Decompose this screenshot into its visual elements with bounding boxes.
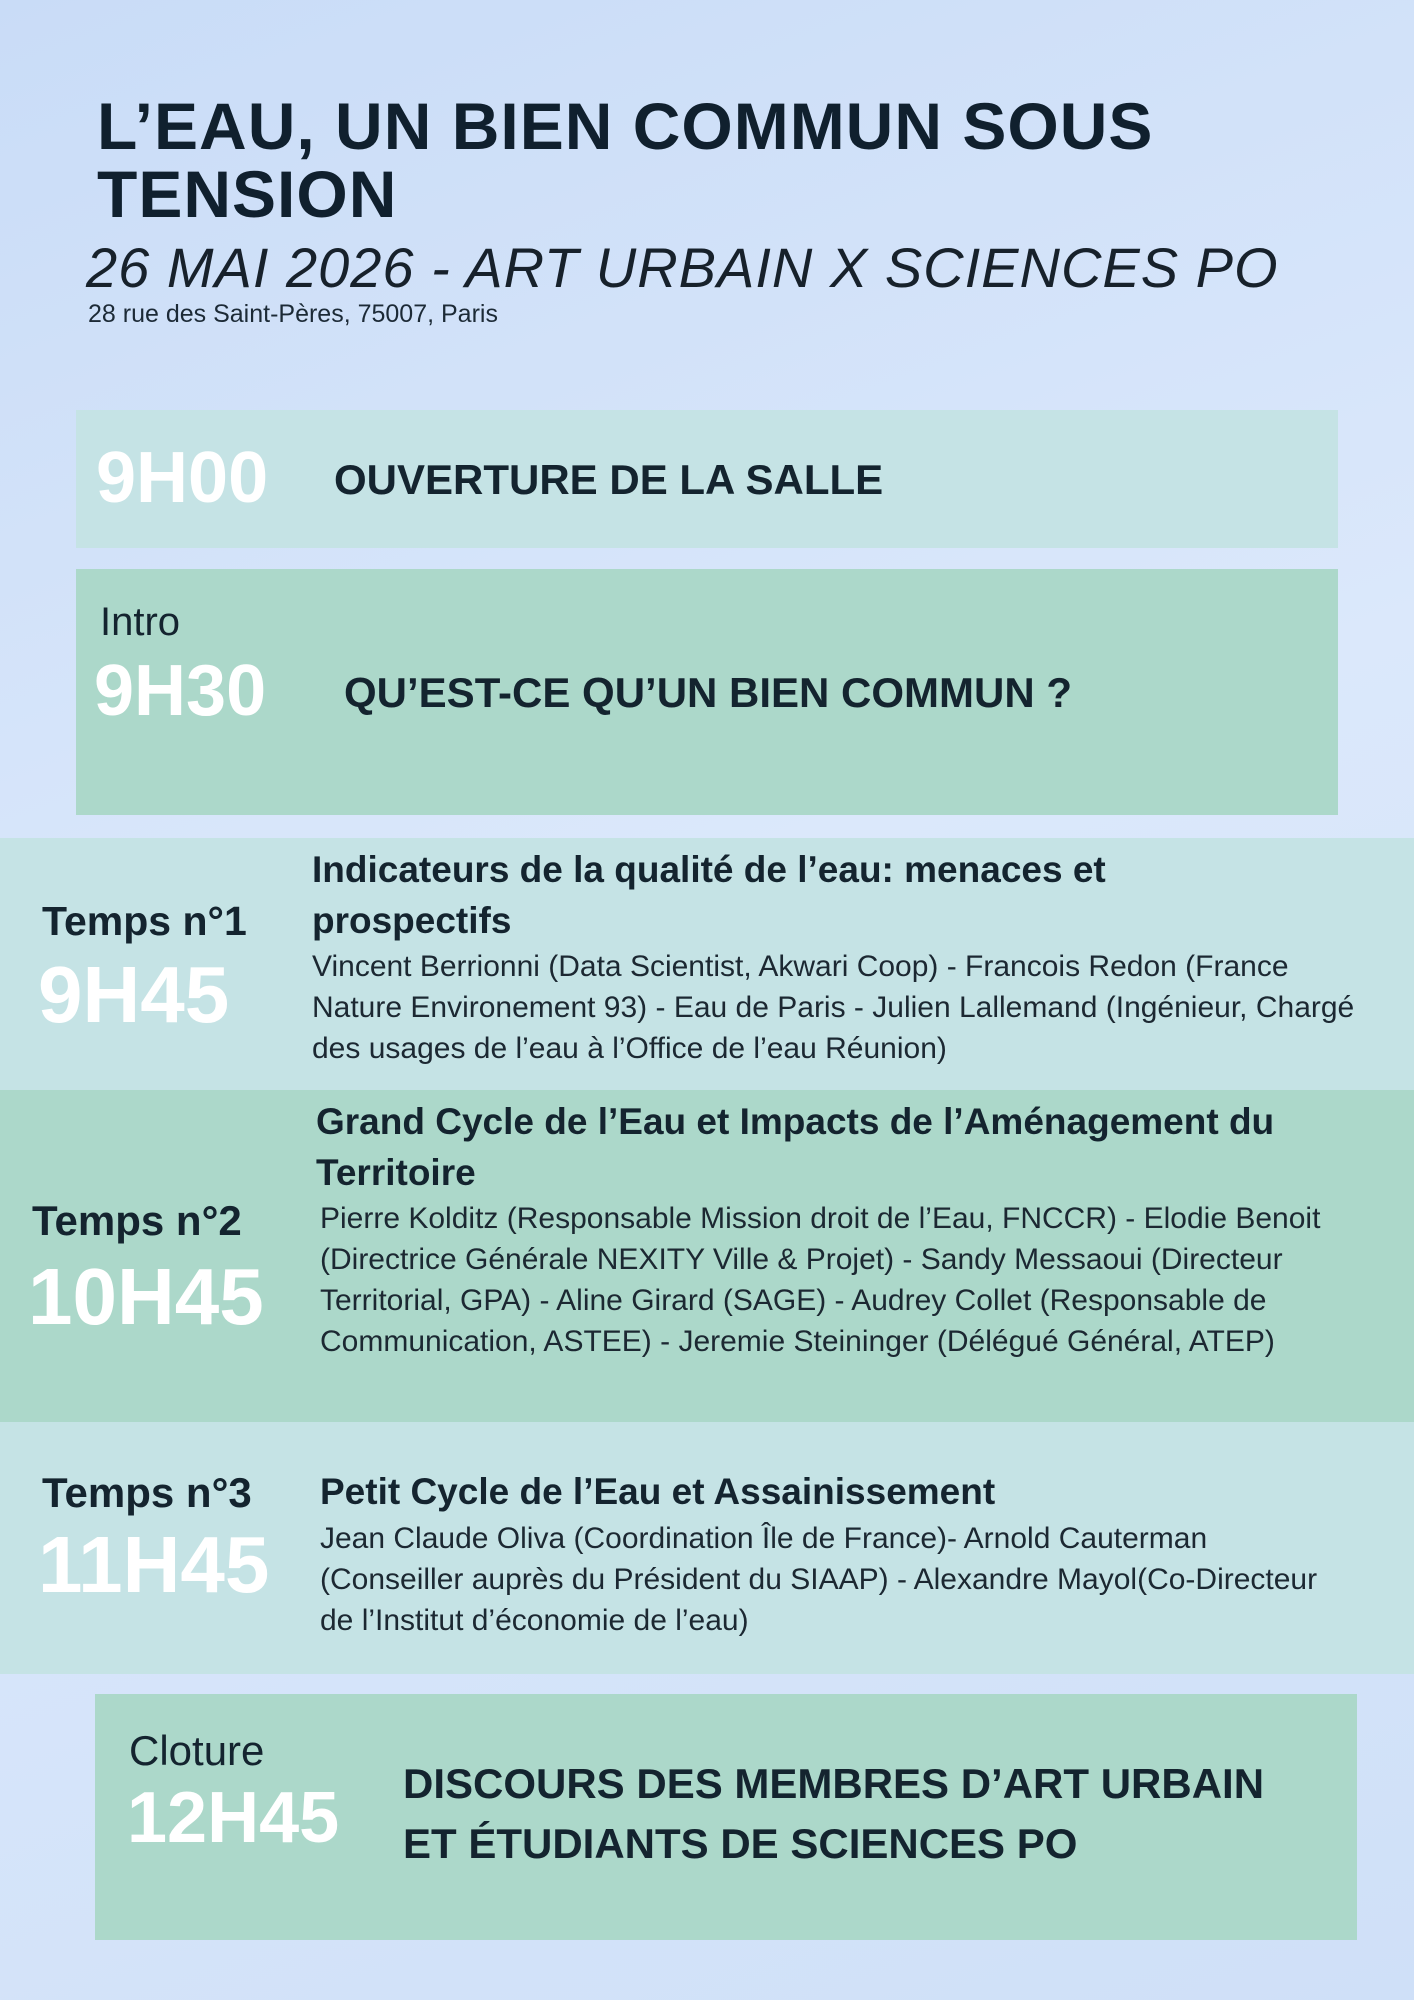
session-closing <box>95 1694 1357 1940</box>
session-title: Grand Cycle de l’Eau et Impacts de l’Aménagement du Territoire <box>316 1101 1275 1193</box>
session-time: 12H45 <box>127 1778 340 1858</box>
session-temps-2 <box>0 1090 1414 1422</box>
session-title: Indicateurs de la qualité de l’eau: menaces et prospectifs <box>312 849 1106 941</box>
page-title: L’EAU, UN BIEN COMMUN SOUS TENSION <box>97 89 1154 231</box>
session-intro <box>76 569 1338 815</box>
session-time: 9H45 <box>38 950 230 1039</box>
session-speakers: Pierre Kolditz (Responsable Mission droit de l’Eau, FNCCR) - Elodie Benoit (Directrice Générale NEXITY Ville & Projet) - Sandy Messaoui (Directeur Territorial, GPA) - Aline Girard (SAGE) - Audrey Collet (Responsable de Communication, ASTEE) - Jeremie Steininger (Délégué Général, ATEP) <box>320 1202 1321 1358</box>
session-opening <box>76 410 1338 548</box>
session-title: OUVERTURE DE LA SALLE <box>334 456 884 503</box>
session-temps-1 <box>0 838 1414 1090</box>
event-date-subtitle: 26 MAI 2026 - ART URBAIN X SCIENCES PO <box>86 236 1279 299</box>
event-address: 28 rue des Saint-Pères, 75007, Paris <box>88 300 498 328</box>
session-time: 9H30 <box>94 651 267 731</box>
session-time: 10H45 <box>28 1252 264 1341</box>
session-label: Temps n°1 <box>42 898 247 944</box>
session-speakers: Vincent Berrionni (Data Scientist, Akwari Coop) - Francois Redon (France Nature Environement 93) - Eau de Paris - Julien Lallemand (Ingénieur, Chargé des usages de l’eau à l’Office de l’eau Réunion) <box>312 950 1355 1065</box>
session-time: 11H45 <box>38 1520 270 1609</box>
session-label: Intro <box>100 600 181 644</box>
session-temps-3 <box>0 1422 1414 1674</box>
session-title: Petit Cycle de l’Eau et Assainissement <box>320 1471 996 1512</box>
session-title: QU’EST-CE QU’UN BIEN COMMUN ? <box>344 669 1073 716</box>
session-label: Temps n°3 <box>42 1469 252 1516</box>
session-label: Cloture <box>129 1727 265 1774</box>
session-speakers: Jean Claude Oliva (Coordination Île de France)- Arnold Cauterman (Conseiller auprès du Président du SIAAP) - Alexandre Mayol(Co-Directeur de l’Institut d’économie de l’eau) <box>320 1522 1318 1637</box>
session-time: 9H00 <box>96 438 269 518</box>
session-title: DISCOURS DES MEMBRES D’ART URBAIN ET ÉTUDIANTS DE SCIENCES PO <box>403 1760 1265 1867</box>
session-label: Temps n°2 <box>32 1197 242 1244</box>
